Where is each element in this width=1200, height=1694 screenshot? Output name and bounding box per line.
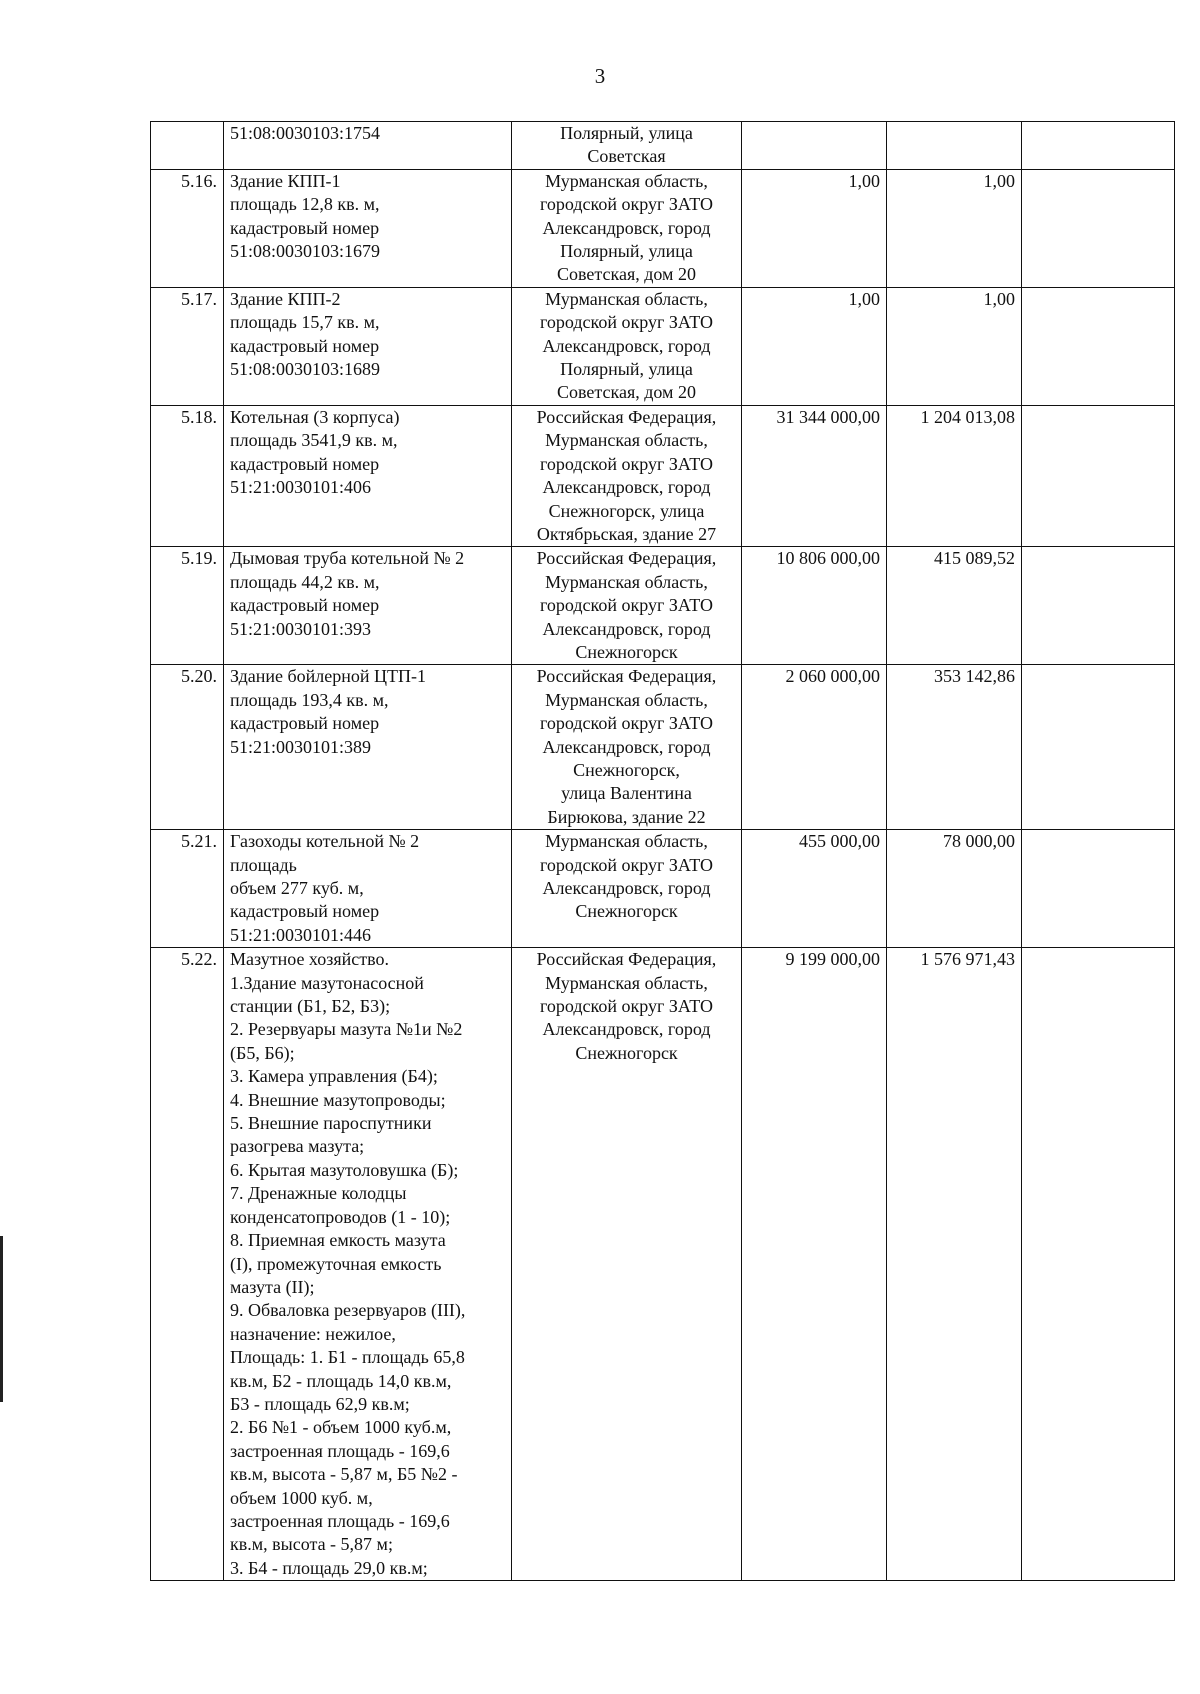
row-number-cell: 5.22.	[151, 948, 224, 1581]
property-name-cell: 51:08:0030103:1754	[224, 122, 512, 170]
registry-table-body	[151, 122, 1175, 1581]
residual-value-cell	[887, 122, 1022, 170]
residual-value-cell: 415 089,52	[887, 547, 1022, 665]
property-registry-table	[150, 121, 1175, 1581]
residual-value-cell: 78 000,00	[887, 830, 1022, 948]
book-value-cell: 10 806 000,00	[742, 547, 887, 665]
row-number-cell: 5.18.	[151, 405, 224, 546]
note-cell	[1022, 287, 1175, 405]
property-name-cell: Котельная (3 корпуса) площадь 3541,9 кв. м, кадастровый номер 51:21:0030101:406	[224, 405, 512, 546]
property-address-cell: Полярный, улица Советская	[512, 122, 742, 170]
book-value-cell: 31 344 000,00	[742, 405, 887, 546]
property-address-cell: Мурманская область, городской округ ЗАТО Александровск, город Полярный, улица Советская, дом 20	[512, 169, 742, 287]
row-number-cell: 5.20.	[151, 665, 224, 830]
note-cell	[1022, 169, 1175, 287]
residual-value-cell: 1,00	[887, 287, 1022, 405]
residual-value-cell: 1 576 971,43	[887, 948, 1022, 1581]
book-value-cell: 1,00	[742, 169, 887, 287]
row-number-cell: 5.19.	[151, 547, 224, 665]
table-row	[151, 948, 1175, 1581]
row-number-cell: 5.17.	[151, 287, 224, 405]
residual-value-cell: 353 142,86	[887, 665, 1022, 830]
property-address-cell: Мурманская область, городской округ ЗАТО Александровск, город Полярный, улица Советская, дом 20	[512, 287, 742, 405]
note-cell	[1022, 122, 1175, 170]
row-number-cell: 5.21.	[151, 830, 224, 948]
note-cell	[1022, 830, 1175, 948]
residual-value-cell: 1 204 013,08	[887, 405, 1022, 546]
note-cell	[1022, 665, 1175, 830]
table-row	[151, 830, 1175, 948]
property-name-cell: Здание бойлерной ЦТП-1 площадь 193,4 кв. м, кадастровый номер 51:21:0030101:389	[224, 665, 512, 830]
note-cell	[1022, 547, 1175, 665]
property-address-cell: Российская Федерация, Мурманская область, городской округ ЗАТО Александровск, город Снежногорск	[512, 948, 742, 1581]
residual-value-cell: 1,00	[887, 169, 1022, 287]
book-value-cell: 9 199 000,00	[742, 948, 887, 1581]
table-row	[151, 665, 1175, 830]
table-row	[151, 169, 1175, 287]
property-name-cell: Мазутное хозяйство. 1.Здание мазутонасосной станции (Б1, Б2, Б3); 2. Резервуары мазута №1и №2 (Б5, Б6); 3. Камера управления (Б4); 4. Внешние мазутопроводы; 5. Внешние пароспутники разогрева мазута; 6. Крытая мазутоловушка (Б); 7. Дренажные колодцы конденсатопроводов (1 - 10); 8. Приемная емкость мазута (I), промежуточная емкость мазута (II); 9. Обваловка резервуаров (III), назначение: нежилое, Площадь: 1. Б1 - площадь 65,8 кв.м, Б2 - площадь 14,0 кв.м, Б3 - площадь 62,9 кв.м; 2. Б6 №1 - объем 1000 куб.м, застроенная площадь - 169,6 кв.м, высота - 5,87 м, Б5 №2 - объем 1000 куб. м, застроенная площадь - 169,6 кв.м, высота - 5,87 м; 3. Б4 - площадь 29,0 кв.м;	[224, 948, 512, 1581]
property-address-cell: Мурманская область, городской округ ЗАТО Александровск, город Снежногорск	[512, 830, 742, 948]
property-name-cell: Газоходы котельной № 2 площадь объем 277 куб. м, кадастровый номер 51:21:0030101:446	[224, 830, 512, 948]
table-row	[151, 547, 1175, 665]
property-address-cell: Российская Федерация, Мурманская область, городской округ ЗАТО Александровск, город Снежногорск	[512, 547, 742, 665]
property-name-cell: Здание КПП-1 площадь 12,8 кв. м, кадастровый номер 51:08:0030103:1679	[224, 169, 512, 287]
book-value-cell: 1,00	[742, 287, 887, 405]
note-cell	[1022, 405, 1175, 546]
book-value-cell: 2 060 000,00	[742, 665, 887, 830]
page-number: 3	[594, 64, 606, 88]
book-value-cell	[742, 122, 887, 170]
row-number-cell	[151, 122, 224, 170]
note-cell	[1022, 948, 1175, 1581]
table-row	[151, 405, 1175, 546]
scan-edge-mark	[0, 1236, 3, 1402]
table-row	[151, 287, 1175, 405]
property-address-cell: Российская Федерация, Мурманская область, городской округ ЗАТО Александровск, город Снежногорск, улица Октябрьская, здание 27	[512, 405, 742, 546]
property-address-cell: Российская Федерация, Мурманская область, городской округ ЗАТО Александровск, город Снежногорск, улица Валентина Бирюкова, здание 22	[512, 665, 742, 830]
table-row	[151, 122, 1175, 170]
book-value-cell: 455 000,00	[742, 830, 887, 948]
property-name-cell: Дымовая труба котельной № 2 площадь 44,2 кв. м, кадастровый номер 51:21:0030101:393	[224, 547, 512, 665]
row-number-cell: 5.16.	[151, 169, 224, 287]
property-name-cell: Здание КПП-2 площадь 15,7 кв. м, кадастровый номер 51:08:0030103:1689	[224, 287, 512, 405]
